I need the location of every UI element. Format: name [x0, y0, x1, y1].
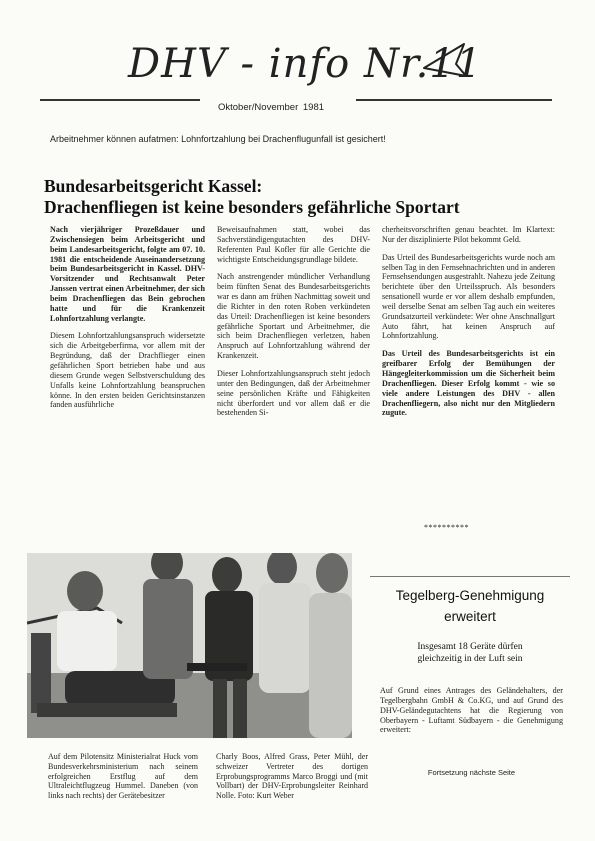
- paragraph: Beweisaufnahmen statt, wobei das Sachverständigengutachten des DHV-Referenten Paul Kofler für alle Gerichte die wichtigste Entscheidungsgrundlage bildete.: [217, 225, 370, 264]
- side-headline-line-2: erweitert: [444, 609, 496, 624]
- paragraph: cherheitsvorschriften genau beachtet. Im Klartext: Nur der disziplinierte Pilot bekommt Geld.: [382, 225, 555, 244]
- side-article-body: Auf Grund eines Antrages des Geländehalters, der Tegelbergbahn GmbH & Co.KG, und auf Grund des DHV-Geländegutachtens hat die Regierung von Oberbayern - Luftamt Südbayern - die Genehmigung erweitert:: [380, 686, 563, 735]
- paragraph: Das Urteil des Bundesarbeitsgerichts ist ein greifbarer Erfolg der Bemühungen der Hängegleiterkommission um die Sicherheit beim Drachenfliegen. Dieser Erfolg kommt - wie so viele andere Leistungen des DHV - allen Drachenfliegern, also nicht nur den Mitgliedern zugute.: [382, 349, 555, 418]
- side-article-rule: [370, 576, 570, 577]
- article-column-1: [50, 225, 205, 418]
- lead-line: Arbeitnehmer können aufatmen: Lohnfortzahlung bei Drachenflugunfall ist gesichert!: [50, 134, 386, 144]
- headline-line-1: Bundesarbeitsgericht Kassel:: [44, 176, 263, 196]
- paragraph: Nach vierjähriger Prozeßdauer und Zwischensiegen beim Arbeitsgericht und beim Landesarbeitsgericht, folgte am 07. 10. 1981 die entscheidende Auseinandersetzung beim Bundesarbeitsgericht in Kassel. DHV-Vorsitzender und Rechtsanwalt Peter Janssen vertrat einen Arbeitnehmer, der sich beim Drachenfliegen das Bein gebrochen hatte und für die Krankenzeit Lohnfortzahlung verlangte.: [50, 225, 205, 323]
- separator-stars: **********: [424, 523, 469, 532]
- side-article-subhead: [380, 641, 560, 665]
- group-photo: [27, 553, 352, 738]
- photo-people-image: [27, 553, 352, 738]
- kite-logo-icon: [422, 40, 468, 82]
- article-column-2: [217, 225, 370, 426]
- masthead-title: DHV - info Nr.11: [128, 41, 483, 87]
- paragraph: Dieser Lohnfortzahlungsanspruch steht jedoch unter den Bedingungen, daß der Arbeitnehmer seine persönlichen Kräfte und Fähigkeiten nicht überfordert und vor allem daß er die bestehenden Si-: [217, 368, 370, 418]
- masthead-rule: [40, 99, 200, 101]
- photo-caption-left: Auf dem Pilotensitz Ministerialrat Huck vom Bundesverkehrsministerium nach seinem erfolgreichen Erstflug auf dem Ultraleichtflugzeug Hummel. Daneben (von links nach rechts) der Gerätebesitzer: [48, 752, 198, 801]
- paragraph: Nach anstrengender mündlicher Verhandlung beim fünften Senat des Bundesarbeitsgerichts war es dann am frühen Nachmittag soweit und die Richter in den roten Roben verkündeten das Urteil: Drachenfliegen ist keine besonders gefährliche Sportart und Arbeitnehmer, die sich beim Drachenfliegen verletzen, haben Anspruch auf Lohnfortzahlung während der Krankenzeit.: [217, 272, 370, 361]
- continue-note: Fortsetzung nächste Seite: [427, 768, 516, 777]
- photo-caption-right: Charly Boos, Alfred Grass, Peter Mühl, der schweizer Vertreter des dortigen Erprobungsprogramms Marco Broggi und (mit Vollbart) der DHV-Erprobungsleiter Reinhard Nolle. Foto: Kurt Weber: [216, 752, 368, 801]
- side-headline-line-1: Tegelberg-Genehmigung: [395, 588, 545, 603]
- side-article-headline: [370, 585, 570, 627]
- article-column-3: [382, 225, 555, 426]
- paragraph: Das Urteil des Bundesarbeitsgerichts wurde noch am selben Tag in den Fernsehnachrichten und in anderen Fernsehsendungen ausgestrahlt. Nahezu jede Zeitung berichtete über den Urteilsspruch. Als besonders sensationell wurde er vor allem deshalb empfunden, weil derselbe Senat am selben Tag auch ein weiteres Grundsatzurteil verkündete: Wer ohne Anschnallgurt Auto fährt, hat keinen Anspruch auf Lohnfortzahlung.: [382, 252, 555, 341]
- side-subhead-line-1: Insgesamt 18 Geräte dürfen: [417, 642, 523, 652]
- article-headline: [44, 176, 564, 218]
- headline-line-2: Drachenfliegen ist keine besonders gefährliche Sportart: [44, 197, 460, 217]
- masthead-rule-right: [356, 99, 552, 101]
- issue-date: Oktober/November 1981: [218, 102, 325, 113]
- paragraph: Diesem Lohnfortzahlungsanspruch widersetzte sich die Arbeitgeberfirma, vor allem mit der Begründung, daß der Drachflieger einen gefährlichen Sport betrieben habe und aus diesem Grunde wegen Selbstverschuldung des Unfalls keine Lohnfortzahlung beanspruchen könne. In den ersten beiden Gerichtsinstanzen fanden ausführliche: [50, 331, 205, 410]
- side-subhead-line-2: gleichzeitig in der Luft sein: [417, 654, 523, 664]
